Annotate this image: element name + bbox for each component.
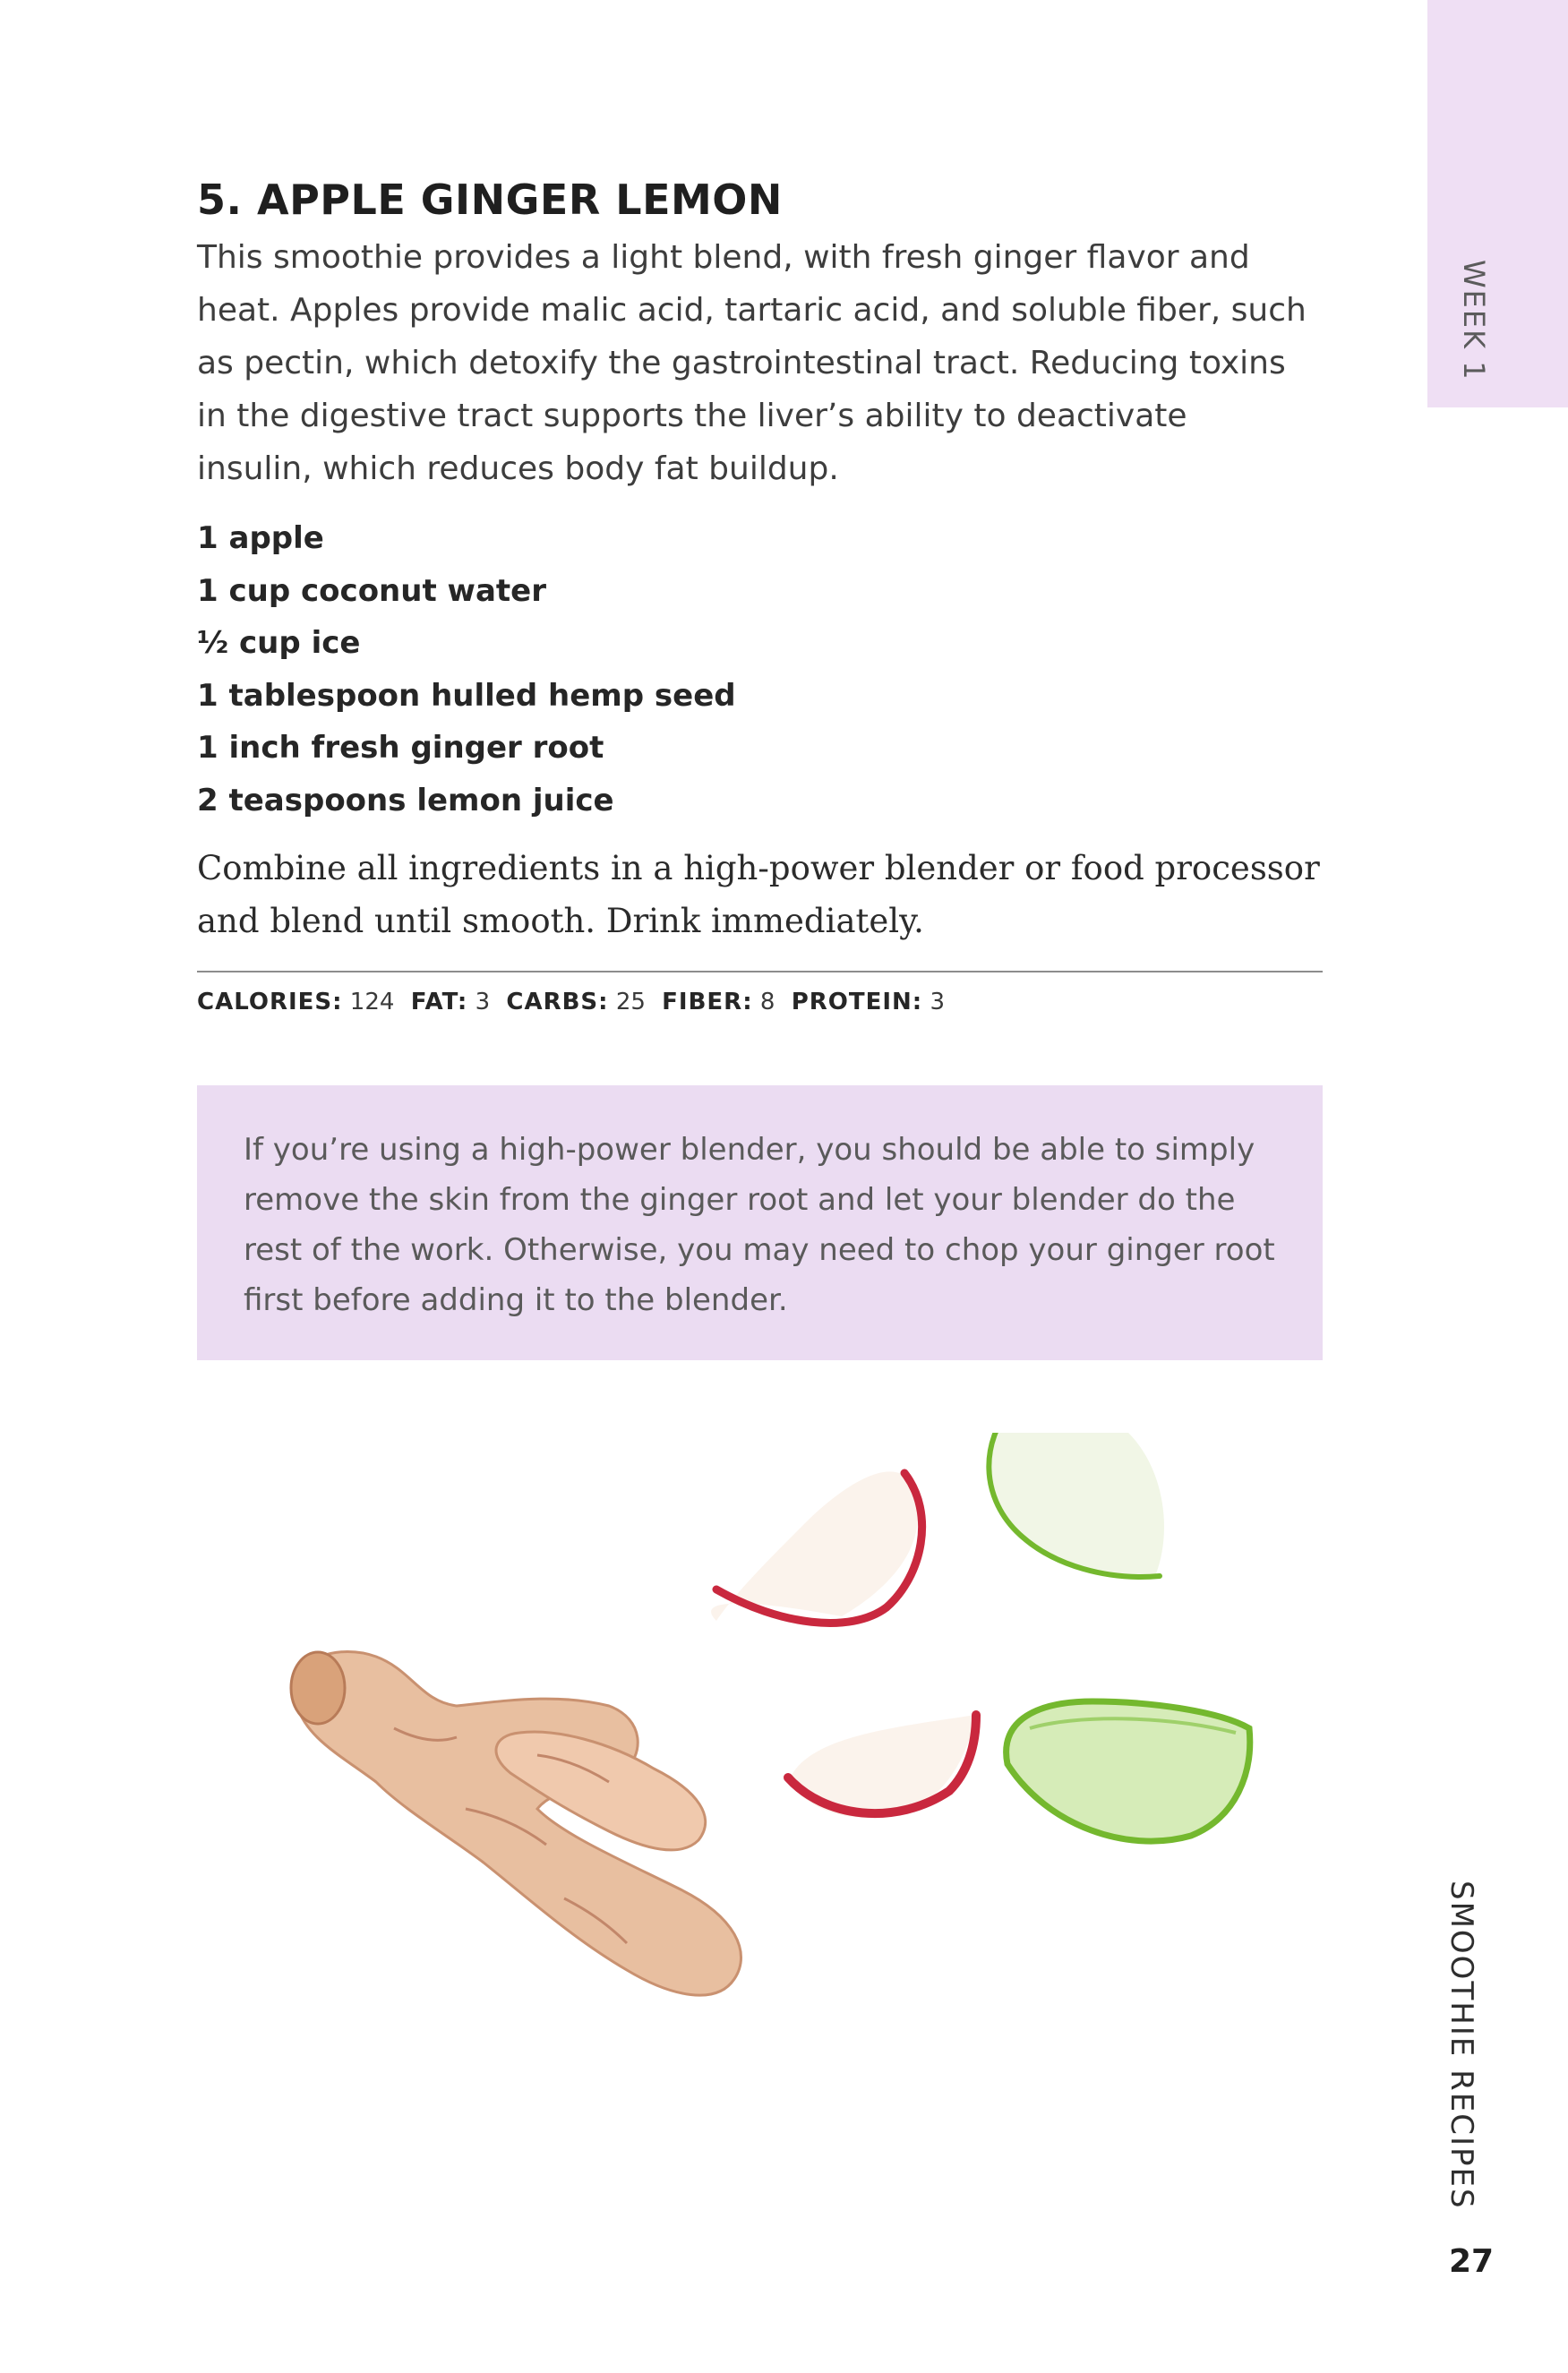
tip-text: If you’re using a high-power blender, you should be able to simply remove the skin from the ginger root and let your blender do the rest of the work. Otherwise, you may need to chop your ginger root first before adding it to the blender. — [244, 1132, 1275, 1318]
recipe-intro: This smoothie provides a light blend, with fresh ginger flavor and heat. Apples provide malic acid, tartaric acid, and soluble fiber, such as pectin, which detoxify the gastrointestinal tract. Reducing toxins in the digestive tract supports the liver’s ability to deactivate insulin, which reduces body fat buildup. — [197, 239, 1307, 487]
nutrition-facts — [197, 989, 954, 1015]
week-label: WEEK 1 — [1457, 260, 1491, 381]
red-apple-slice-icon — [711, 1471, 976, 1818]
calories-label: CALORIES: — [197, 989, 343, 1015]
ingredient-item: 1 cup coconut water — [197, 572, 546, 609]
ingredient-item: 1 apple — [197, 520, 324, 556]
page-number: 27 — [1449, 2243, 1495, 2280]
protein-value: 3 — [930, 989, 946, 1015]
ingredient-item: 1 inch fresh ginger root — [197, 730, 604, 766]
recipe-title: 5. APPLE GINGER LEMON — [197, 176, 783, 224]
fiber-value: 8 — [759, 989, 775, 1015]
carbs-value: 25 — [615, 989, 646, 1015]
carbs-label: CARBS: — [506, 989, 609, 1015]
ingredient-list — [197, 512, 736, 827]
calories-value: 124 — [349, 989, 395, 1015]
ingredients-illustration — [269, 1433, 1298, 2194]
ingredient-item: ½ cup ice — [197, 625, 361, 661]
section-label: SMOOTHIE RECIPES — [1444, 1880, 1479, 2210]
green-apple-slice-icon — [989, 1433, 1250, 1841]
divider — [197, 971, 1323, 972]
ginger-root-icon — [291, 1651, 741, 1995]
fat-value: 3 — [475, 989, 491, 1015]
ingredient-item: 1 tablespoon hulled hemp seed — [197, 677, 736, 714]
fiber-label: FIBER: — [662, 989, 753, 1015]
recipe-directions: Combine all ingredients in a high-power blender or food processor and blend until smooth. Drink immediately. — [197, 849, 1320, 940]
tip-box — [197, 1085, 1323, 1360]
ingredient-item: 2 teaspoons lemon juice — [197, 782, 614, 818]
protein-label: PROTEIN: — [791, 989, 923, 1015]
fat-label: FAT: — [410, 989, 468, 1015]
